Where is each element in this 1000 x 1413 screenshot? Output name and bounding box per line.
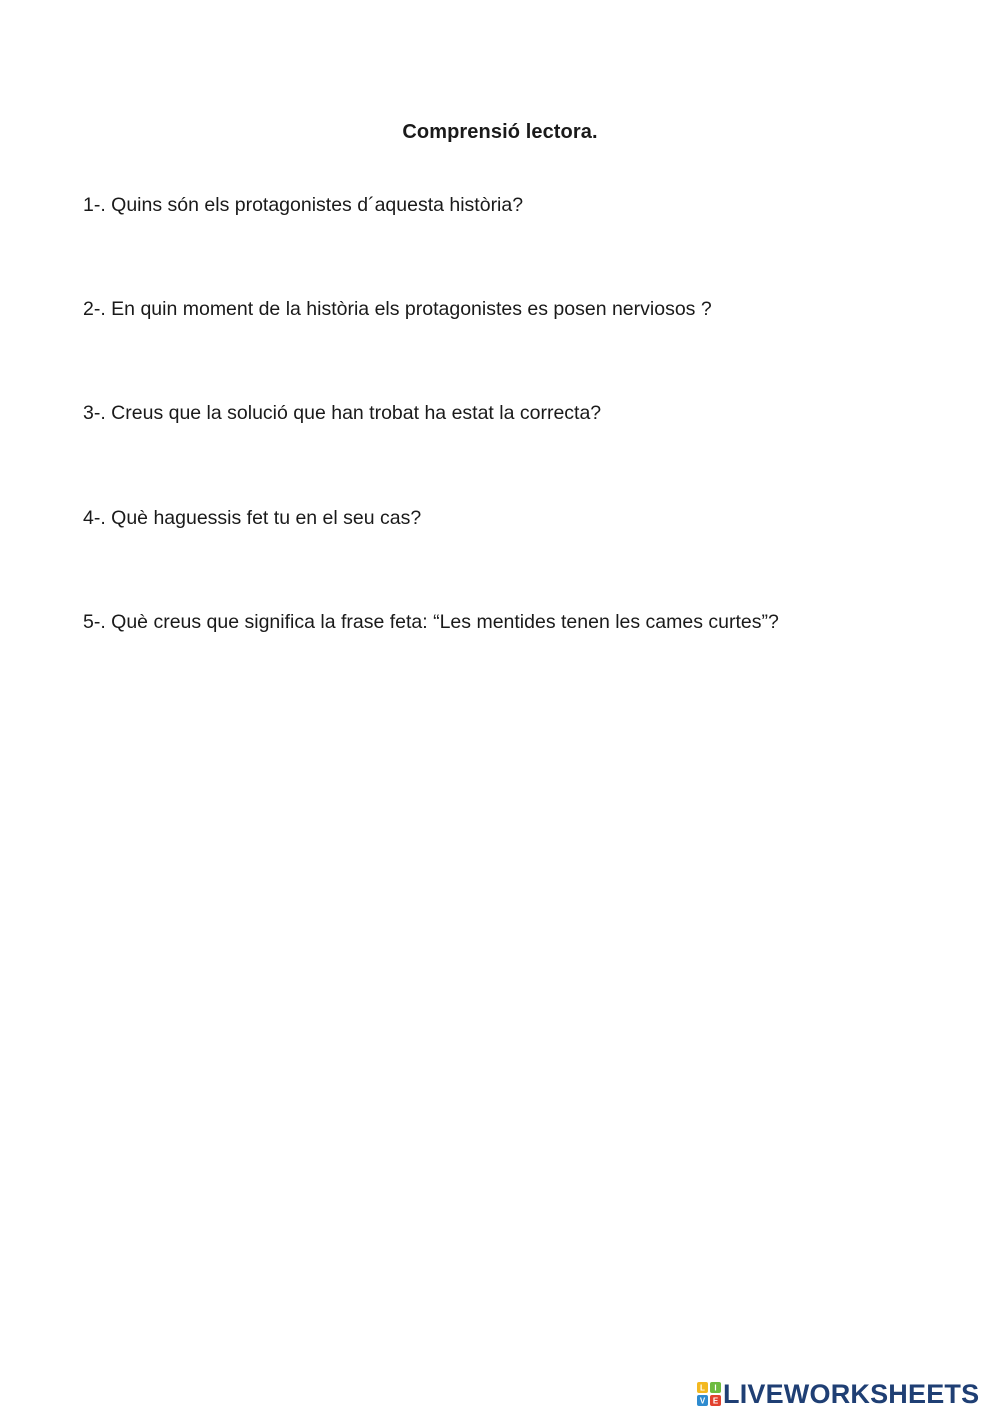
brand-text: LIVEWORKSHEETS — [723, 1379, 980, 1409]
question-2: 2-. En quin moment de la història els protagonistes es posen nerviosos ? — [83, 298, 712, 320]
question-4: 4-. Què haguessis fet tu en el seu cas? — [83, 507, 422, 529]
logo-letter-e: E — [712, 1396, 719, 1406]
liveworksheets-logo-icon — [697, 1382, 721, 1406]
question-3: 3-. Creus que la solució que han trobat ha estat la correcta? — [83, 402, 602, 424]
logo-letter-v: V — [699, 1396, 706, 1406]
page-title: Comprensió lectora. — [402, 121, 598, 143]
logo-letter-l: L — [700, 1383, 705, 1393]
logo-letter-i: I — [714, 1383, 717, 1393]
question-1: 1-. Quins són els protagonistes d´aquesta història? — [83, 194, 524, 216]
question-5: 5-. Què creus que significa la frase feta: “Les mentides tenen les cames curtes”? — [83, 611, 779, 633]
liveworksheets-brand — [697, 1379, 979, 1409]
